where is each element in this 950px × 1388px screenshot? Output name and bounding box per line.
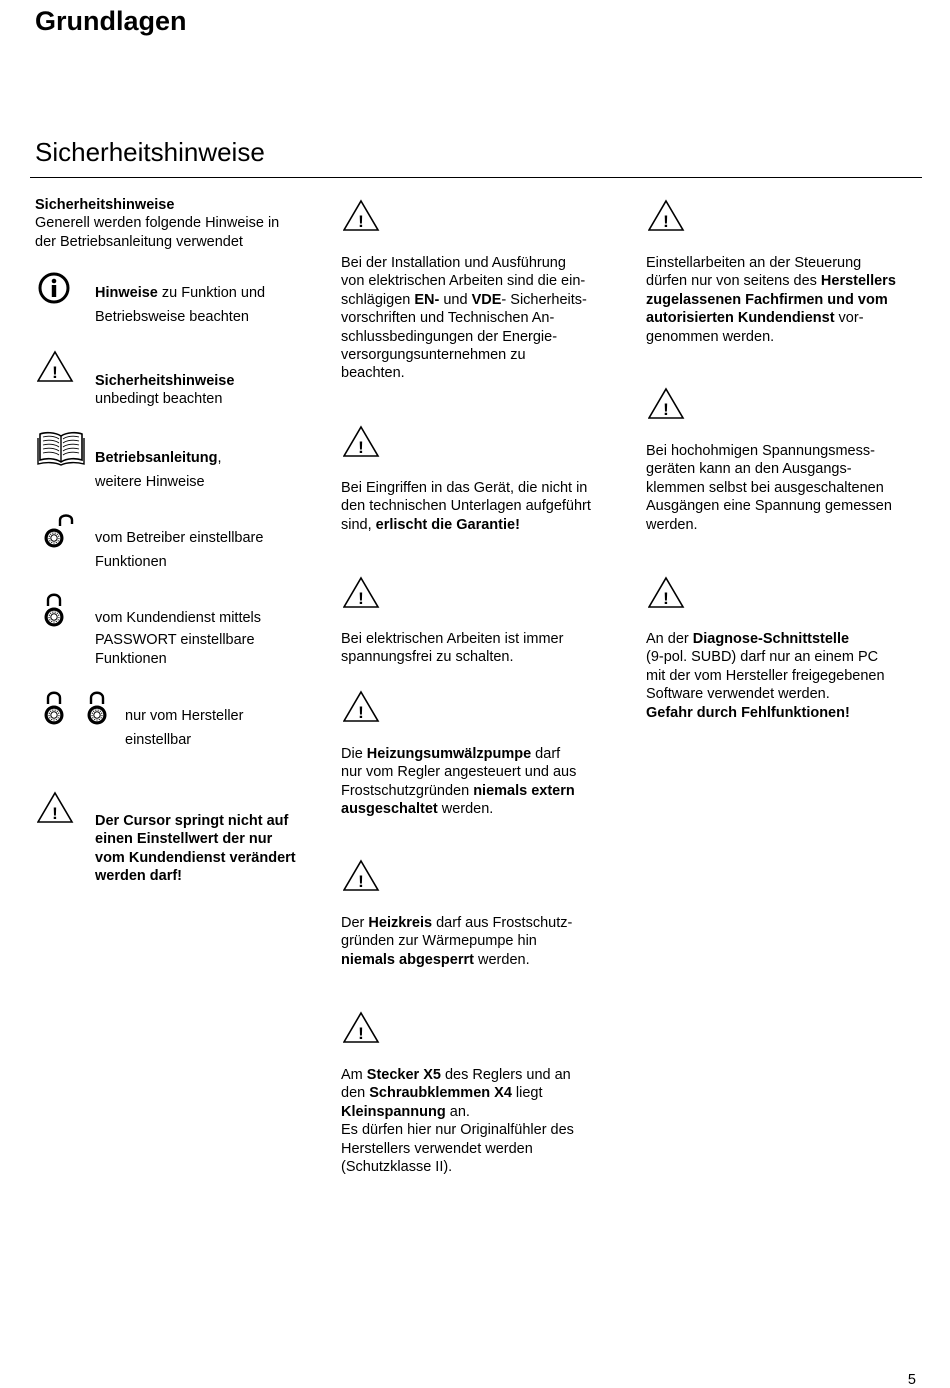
text-line: Herstellers verwendet werden	[341, 1140, 533, 1157]
legend-cursor-line: einen Einstellwert der nur	[95, 831, 273, 848]
text-line: beachten.	[341, 365, 405, 382]
text-span: - Sicherheits-	[501, 291, 587, 308]
text-bold: autorisierten Kundendienst	[646, 310, 835, 327]
text-span: und	[439, 291, 472, 308]
text-span: Am	[341, 1067, 367, 1083]
page-number: 5	[907, 1372, 916, 1388]
text-line: spannungsfrei zu schalten.	[341, 649, 514, 666]
text-line: Bei Eingriffen in das Gerät, die nicht in	[341, 480, 588, 496]
right-warning-2	[646, 442, 892, 534]
info-icon	[38, 272, 72, 306]
text-line: Bei hochohmigen Spannungsmess-	[646, 443, 875, 459]
text-line: (Schutzklasse II).	[341, 1159, 453, 1176]
intro-line: der Betriebsanleitung verwendet	[35, 233, 243, 250]
text-span: Die	[341, 746, 367, 762]
legend-operator-line1: vom Betreiber einstellbare	[95, 530, 264, 546]
text-bold: niemals extern	[473, 782, 575, 799]
text-bold: VDE	[471, 291, 502, 308]
text-span: Frostschutzgründen	[341, 782, 474, 799]
warning-triangle-icon	[343, 199, 381, 233]
text-bold: Heizkreis	[368, 915, 433, 931]
text-bold: Diagnose-Schnittstelle	[692, 631, 850, 647]
page-title: Grundlagen	[35, 6, 187, 36]
legend-info-bold: Hinweise	[95, 285, 158, 301]
text-line: mit der vom Hersteller freigegebenen	[646, 667, 885, 684]
text-span: des Reglers und an	[440, 1067, 571, 1083]
warning-triangle-icon	[343, 425, 381, 459]
text-line: klemmen selbst bei ausgeschaltenen	[646, 479, 884, 496]
text-span: liegt	[511, 1085, 543, 1102]
text-line: genommen werden.	[646, 328, 775, 345]
text-line: Einstellarbeiten an der Steuerung	[646, 255, 862, 271]
warning-triangle-icon	[648, 387, 686, 421]
legend-info-text	[95, 282, 265, 329]
text-line: Software verwendet werden.	[646, 686, 830, 703]
warning-triangle-icon	[343, 576, 381, 610]
text-line: geräten kann an den Ausgangs-	[646, 461, 852, 478]
legend-cursor-text	[95, 812, 296, 886]
text-span: den	[341, 1085, 370, 1102]
text-bold: zugelassenen Fachfirmen und vom	[646, 291, 888, 308]
warning-triangle-icon	[343, 859, 381, 893]
text-bold: Schraubklemmen X4	[369, 1085, 512, 1102]
legend-service-line2: PASSWORT einstellbare	[95, 632, 255, 649]
right-warning-3	[646, 630, 885, 722]
text-line: den technischen Unterlagen aufgeführt	[341, 498, 591, 515]
legend-info-line2: Betriebsweise beachten	[95, 308, 249, 325]
warning-triangle-icon	[343, 690, 381, 724]
legend-operator-line2: Funktionen	[95, 553, 167, 570]
legend-manual-bold: Betriebsanleitung	[95, 450, 218, 466]
text-bold: EN-	[414, 291, 440, 308]
locked-padlock-icon	[43, 591, 71, 631]
legend-manufacturer-line1: nur vom Hersteller	[125, 708, 244, 724]
legend-service-line3: Funktionen	[95, 650, 167, 667]
intro-line: Generell werden folgende Hinweise in	[35, 215, 280, 232]
legend-manufacturer-text	[125, 705, 243, 752]
text-span: an.	[445, 1103, 470, 1120]
text-line: gründen zur Wärmepumpe hin	[341, 933, 537, 950]
text-span: sind,	[341, 516, 376, 533]
text-bold: Heizungsumwälzpumpe	[366, 746, 532, 762]
legend-service-line1: vom Kundendienst mittels	[95, 610, 262, 626]
legend-operator-text	[95, 527, 263, 574]
legend-manufacturer-line2: einstellbar	[125, 731, 192, 748]
warning-triangle-icon	[343, 1011, 381, 1045]
text-line: versorgungsunternehmen zu	[341, 347, 526, 364]
mid-warning-5	[341, 914, 572, 969]
text-span: schlägigen	[341, 291, 415, 308]
section-divider	[30, 177, 922, 178]
text-line: Bei der Installation und Ausführung	[341, 255, 566, 271]
double-padlock-icon	[43, 689, 113, 729]
legend-safety-text	[95, 372, 234, 409]
mid-warning-6	[341, 1066, 574, 1176]
warning-triangle-icon	[37, 791, 75, 825]
legend-safety-line2: unbedingt beachten	[95, 391, 223, 408]
legend-info-rest: zu Funktion und	[157, 285, 266, 301]
text-line: Es dürfen hier nur Originalfühler des	[341, 1122, 574, 1139]
text-bold: Gefahr durch Fehlfunktionen!	[646, 704, 850, 721]
text-line: Ausgängen eine Spannung gemessen	[646, 498, 892, 515]
warning-triangle-icon	[648, 199, 686, 233]
text-span: darf aus Frostschutz-	[432, 915, 573, 931]
legend-cursor-line: Der Cursor springt nicht auf	[95, 813, 289, 829]
mid-warning-4	[341, 745, 576, 819]
open-book-icon	[37, 430, 85, 466]
text-line: schlussbedingungen der Energie-	[341, 328, 558, 345]
text-span: werden.	[437, 801, 494, 818]
intro-block	[35, 196, 279, 251]
warning-triangle-icon	[37, 350, 75, 384]
mid-warning-3	[341, 630, 563, 667]
legend-manual-text	[95, 447, 222, 494]
text-bold: ausgeschaltet	[341, 801, 438, 818]
legend-cursor-line: vom Kundendienst verändert	[95, 849, 296, 866]
text-line: werden.	[646, 516, 698, 533]
text-span: werden.	[473, 951, 530, 968]
legend-service-text	[95, 609, 261, 668]
section-title: Sicherheitshinweise	[35, 137, 265, 167]
text-bold: Stecker X5	[366, 1067, 441, 1083]
text-span: dürfen nur von seitens des	[646, 273, 821, 290]
warning-triangle-icon	[648, 576, 686, 610]
text-line: von elektrischen Arbeiten sind die ein-	[341, 273, 586, 290]
text-line: (9-pol. SUBD) darf nur an einem PC	[646, 649, 879, 666]
text-bold: Kleinspannung	[341, 1103, 446, 1120]
legend-manual-rest: ,	[217, 450, 222, 466]
legend-manual-line2: weitere Hinweise	[95, 473, 205, 490]
intro-heading: Sicherheitshinweise	[35, 197, 175, 213]
text-span: Der	[341, 915, 369, 931]
text-bold: niemals abgesperrt	[341, 951, 474, 968]
text-span: darf	[531, 746, 561, 762]
text-bold: Herstellers	[820, 273, 896, 290]
text-line: nur vom Regler angesteuert und aus	[341, 764, 577, 781]
legend-cursor-line: werden darf!	[95, 868, 183, 885]
legend-safety-bold: Sicherheitshinweise	[95, 373, 235, 389]
text-span: vor-	[834, 310, 864, 327]
right-warning-1	[646, 254, 896, 346]
text-line: Bei elektrischen Arbeiten ist immer	[341, 631, 564, 647]
mid-warning-2	[341, 479, 591, 534]
unlocked-padlock-icon	[42, 512, 76, 552]
text-bold: erlischt die Garantie!	[375, 516, 520, 533]
mid-warning-1	[341, 254, 587, 383]
text-line: vorschriften und Technischen An-	[341, 310, 555, 327]
text-span: An der	[646, 631, 693, 647]
